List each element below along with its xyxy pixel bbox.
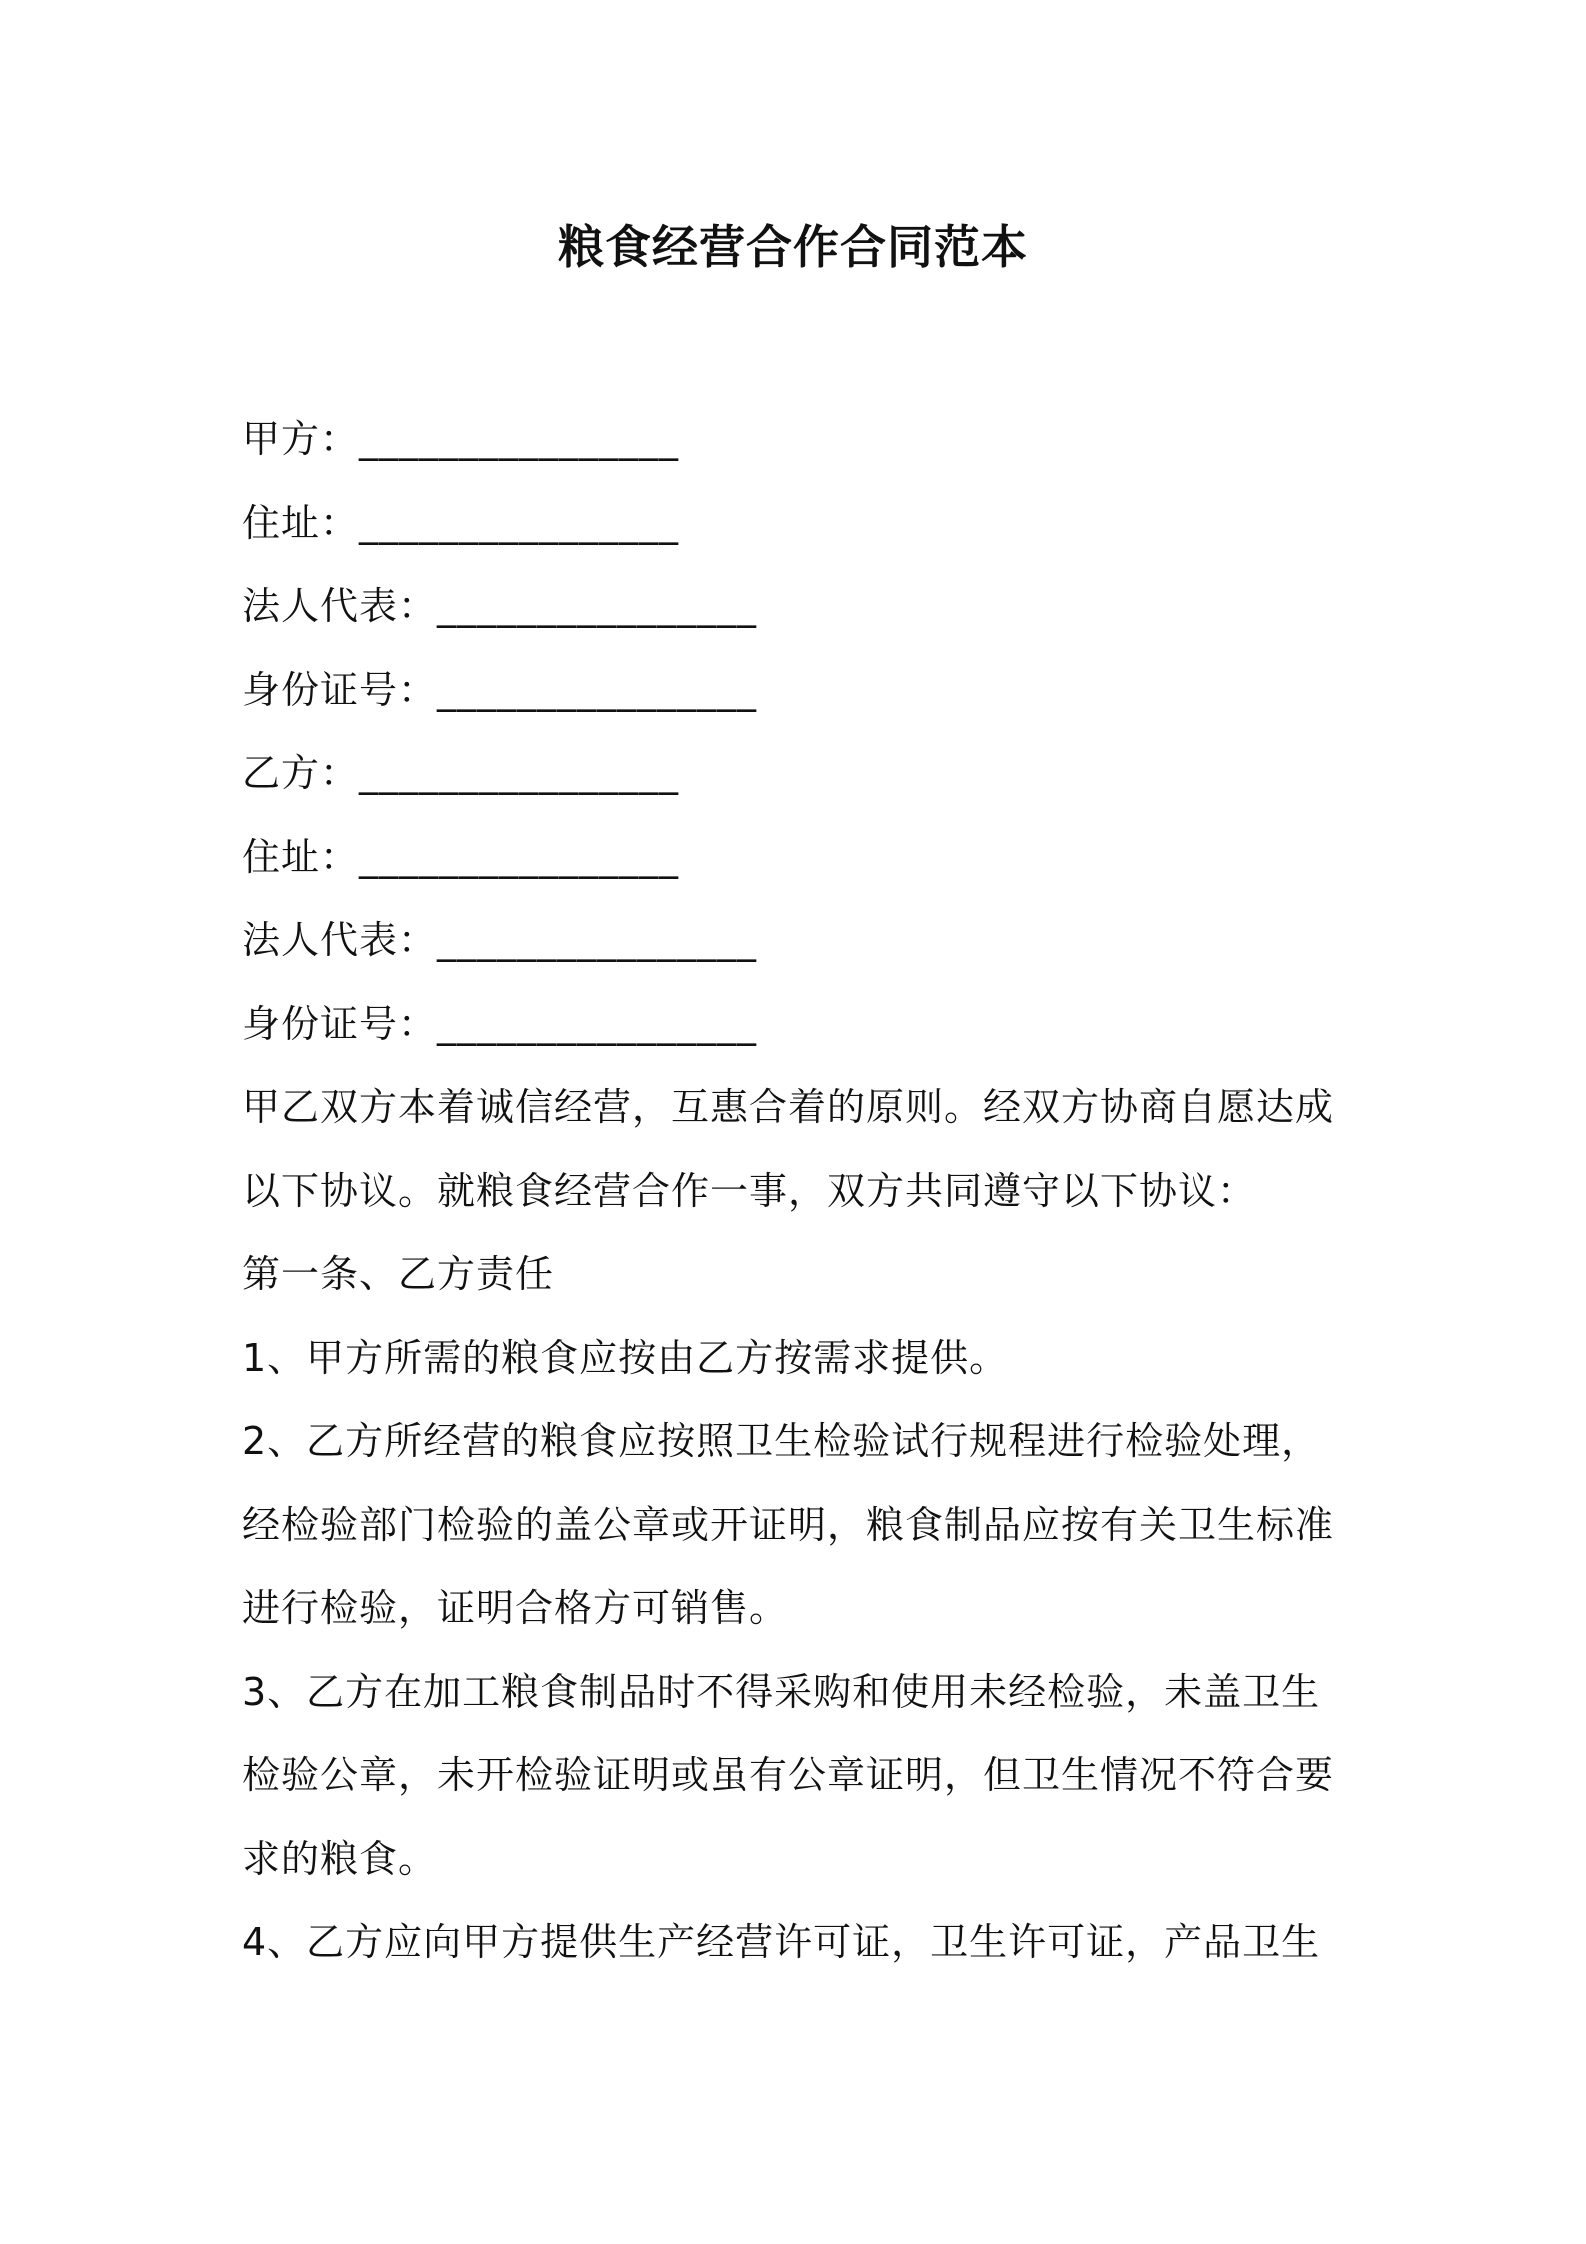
document-body [242,398,1362,1985]
fill-in-blank: ________________ [437,1001,758,1046]
field-label: 身份证号： [242,667,438,712]
intro-line: 甲乙双方本着诚信经营，互惠合着的原则。经双方协商自愿达成 [242,1085,1335,1129]
party-field-id-number-a [242,649,1362,733]
party-field-legal-rep-a [242,565,1362,649]
field-label: 法人代表： [242,918,438,962]
fill-in-blank: ________________ [437,667,758,712]
section-heading: 第一条、乙方责任 [242,1252,555,1296]
fill-in-blank: ________________ [359,751,680,795]
clause-line: 经检验部门检验的盖公章或开证明，粮食制品应按有关卫生标准 [242,1502,1335,1547]
field-label: 身份证号： [242,1001,438,1046]
field-label: 住址： [242,500,360,545]
clause-line: 1、甲方所需的粮食应按由乙方按需求提供。 [242,1335,1009,1380]
party-field-party-a [242,398,1362,482]
fill-in-blank: ________________ [359,500,680,545]
field-label: 法人代表： [242,584,438,628]
fill-in-blank: ________________ [359,417,680,461]
clause-line: 2、乙方所经营的粮食应按照卫生检验试行规程进行检验处理， [242,1419,1321,1463]
party-field-party-b [242,732,1362,816]
field-label: 甲方： [242,417,360,461]
fill-in-blank: ________________ [359,834,680,879]
party-field-id-number-b [242,983,1362,1067]
field-label: 住址： [242,834,360,879]
clause-line: 4、乙方应向甲方提供生产经营许可证，卫生许可证，产品卫生 [242,1920,1321,1964]
party-field-address-b [242,816,1362,900]
clause-line: 检验公章，未开检验证明或虽有公章证明，但卫生情况不符合要 [242,1753,1335,1797]
fill-in-blank: ________________ [437,918,758,962]
clause-line: 3、乙方在加工粮食制品时不得采购和使用未经检验，未盖卫生 [242,1669,1321,1714]
fill-in-blank: ________________ [437,584,758,628]
party-field-legal-rep-b [242,899,1362,983]
party-field-address-a [242,482,1362,566]
intro-line: 以下协议。就粮食经营合作一事，双方共同遵守以下协议： [242,1168,1257,1213]
clause-line: 求的粮食。 [242,1836,438,1881]
document-title: 粮食经营合作合同范本 [558,220,1028,274]
field-label: 乙方： [242,751,360,795]
clause-line: 进行检验，证明合格方可销售。 [242,1586,789,1630]
